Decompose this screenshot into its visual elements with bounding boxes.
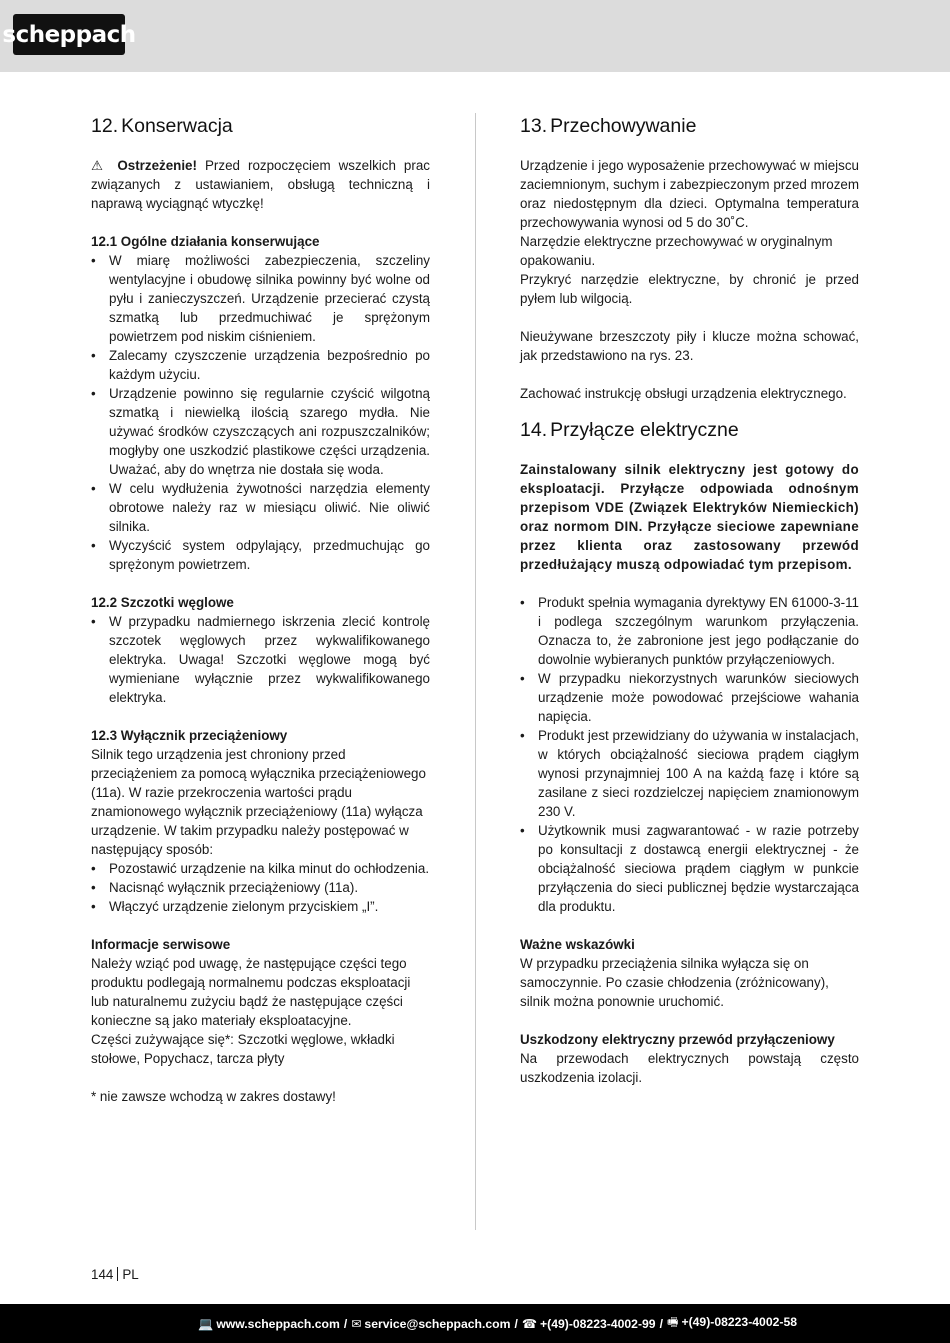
section-14-number: 14.	[520, 419, 548, 441]
service-info-text: Należy wziąć pod uwagę, że następujące części tego produktu podlegają normalnemu podczas eksploatacji lub naturalnemu zużyciu bądź że następujące części konieczne są jako materiały eksploatacyjne.	[91, 956, 411, 1028]
list-item: • Użytkownik musi zagwarantować - w razie potrzeby po konsultacji z dostawcą energii elektrycznej - że obciążalność sieciowa prądem ciągłym w punkcie przyłączenia do sieci publicznej będzie wystarczająca dla produktu.	[520, 821, 859, 916]
footer-separator: /	[514, 1316, 518, 1331]
scheppach-logo: scheppach	[13, 14, 125, 55]
page-language: PL	[122, 1267, 139, 1282]
subsection-12-3-list	[91, 859, 430, 916]
left-column	[91, 113, 430, 1106]
right-column	[520, 113, 859, 1087]
list-item: • W przypadku niekorzystnych warunków sieciowych urządzenie może powodować przejściowe wahania napięcia.	[520, 669, 859, 726]
warning-icon: ⚠	[91, 158, 108, 173]
subsection-12-3-title: 12.3 Wyłącznik przeciążeniowy	[91, 728, 288, 743]
footer-phone[interactable]	[522, 1317, 656, 1331]
connection-notice: Zainstalowany silnik elektryczny jest gotowy do eksploatacji. Przyłącze odpowiada odnośnym przepisom VDE (Związek Elektryków Niemieckich) oraz normom DIN. Przyłącze sieciowe zapewniane przez klienta oraz zastosowany przewód przedłużający muszą odpowiadać tym przepisom.	[520, 462, 859, 572]
list-item: • Produkt jest przewidziany do używania w instalacjach, w których obciążalność sieciowa prądem ciągłym wynosi przynajmniej 100 A na każdą fazę i które są zasilane z sieci rozdzielczej napięciem znamionowym 230 V.	[520, 726, 859, 821]
list-item: • Zalecamy czyszczenie urządzenia bezpośrednio po każdym użyciu.	[91, 346, 430, 384]
section-12-heading	[91, 113, 430, 139]
computer-icon: 💻	[198, 1316, 214, 1331]
list-item: • W przypadku nadmiernego iskrzenia zlecić kontrolę szczotek węglowych przez wykwalifikowanego elektryka. Uwaga! Szczotki węglowe mogą być wymieniane wyłącznie przez wykwalifikowanego elektryka.	[91, 612, 430, 707]
subsection-12-1-list	[91, 251, 430, 574]
storage-paragraph: Narzędzie elektryczne przechowywać w oryginalnym opakowaniu.	[520, 234, 833, 268]
footnote: * nie zawsze wchodzą w zakres dostawy!	[91, 1089, 336, 1104]
list-item: • Pozostawić urządzenie na kilka minut do ochłodzenia.	[91, 859, 430, 878]
footer-website[interactable]	[198, 1317, 340, 1331]
list-item: • Urządzenie powinno się regularnie czyścić wilgotną szmatką i niewielką ilością szarego mydła. Nie używać środków czyszczących ani rozpuszczalników; mogłyby one uszkodzić plastikowe części urządzenia. Uważać, aby do wnętrza nie dostała się woda.	[91, 384, 430, 479]
warning-label: Ostrzeżenie!	[117, 158, 197, 173]
page-number	[91, 1265, 139, 1284]
footer-fax-text: +(49)-08223-4002-58	[681, 1315, 797, 1329]
storage-paragraph: Nieużywane brzeszczoty piły i klucze można schować, jak przedstawiono na rys. 23.	[520, 329, 859, 363]
footer-phone-text: +(49)-08223-4002-99	[540, 1316, 656, 1331]
footer-website-text: www.scheppach.com	[216, 1316, 340, 1331]
subsection-12-2-list	[91, 612, 430, 707]
damaged-cable-text: Na przewodach elektrycznych powstają często uszkodzenia izolacji.	[520, 1051, 859, 1085]
section-14-heading	[520, 417, 859, 443]
warning-text: Przed rozpoczęciem wszelkich prac związanych z ustawianiem, obsługą techniczną i naprawą wyciągnąć wtyczkę!	[91, 158, 430, 211]
list-item: • Wyczyścić system odpylający, przedmuchując go sprężonym powietrzem.	[91, 536, 430, 574]
footer-separator: /	[659, 1316, 663, 1331]
footer-fax	[667, 1313, 797, 1334]
header-band	[0, 0, 950, 72]
footer-band	[0, 1304, 950, 1343]
footer-separator: /	[343, 1316, 348, 1331]
section-12-title: Konserwacja	[121, 115, 233, 137]
damaged-cable-title: Uszkodzony elektryczny przewód przyłączeniowy	[520, 1032, 835, 1047]
service-info-title: Informacje serwisowe	[91, 937, 231, 952]
subsection-12-1-title: 12.1 Ogólne działania konserwujące	[91, 234, 320, 249]
column-divider	[475, 113, 476, 1230]
footer-email-text: service@scheppach.com	[364, 1316, 511, 1331]
list-item: • W celu wydłużenia żywotności narzędzia elementy obrotowe należy raz w miesiącu oliwić. Nie oliwić silnika.	[91, 479, 430, 536]
wear-parts-text: Części zużywające się*: Szczotki węglowe, wkładki stołowe, Popychacz, tarcza płyty	[91, 1032, 395, 1066]
page-number-separator	[117, 1267, 118, 1281]
warning-paragraph	[91, 156, 430, 213]
important-tips-title: Ważne wskazówki	[520, 937, 635, 952]
phone-icon: ☎	[521, 1316, 538, 1331]
list-item: • W miarę możliwości zabezpieczenia, szczeliny wentylacyjne i obudowę silnika powinny być wolne od pyłu i zanieczyszczeń. Urządzenie przecierać czystą szmatką lub przedmuchiwać je sprężonym powietrzem pod niskim ciśnieniem.	[91, 251, 430, 346]
storage-paragraph: Przykryć narzędzie elektryczne, by chronić je przed pyłem lub wilgocią.	[520, 272, 859, 306]
footer-email[interactable]	[351, 1317, 510, 1331]
subsection-12-3-text: Silnik tego urządzenia jest chroniony przed przeciążeniem za pomocą wyłącznika przeciążeniowego (11a). W razie przekroczenia wartości prądu znamionowego wyłącznik przeciążeniowy (11a) wyłącza urządzenie. W takim przypadku należy postępować w następujący sposób:	[91, 747, 426, 857]
section-13-title: Przechowywanie	[550, 115, 697, 137]
list-item: • Nacisnąć wyłącznik przeciążeniowy (11a).	[91, 878, 430, 897]
mail-icon: ✉	[351, 1316, 362, 1331]
important-tips-text: W przypadku przeciążenia silnika wyłącza się on samoczynnie. Po czasie chłodzenia (zróżnicowany), silnik można ponownie uruchomić.	[520, 956, 829, 1009]
fax-icon: 🖷	[666, 1315, 679, 1329]
list-item: • Produkt spełnia wymagania dyrektywy EN 61000-3-11 i podlega szczególnym warunkom przyłączenia. Oznacza to, że zabronione jest jego podłączanie do dowolnie wybieranych punktów przyłączeniowych.	[520, 593, 859, 669]
subsection-12-2-title: 12.2 Szczotki węglowe	[91, 595, 234, 610]
page-number-value: 144	[91, 1267, 114, 1282]
connection-list	[520, 593, 859, 916]
section-12-number: 12.	[91, 115, 119, 137]
section-14-title: Przyłącze elektryczne	[550, 419, 739, 441]
storage-paragraph: Zachować instrukcję obsługi urządzenia elektrycznego.	[520, 386, 847, 401]
section-13-heading	[520, 113, 859, 139]
storage-paragraph: Urządzenie i jego wyposażenie przechowywać w miejscu zaciemnionym, suchym i zabezpieczonym przed mrozem oraz niedostępnym dla dzieci. Optymalna temperatura przechowywania wynosi od 5 do 30˚C.	[520, 158, 859, 230]
list-item: • Włączyć urządzenie zielonym przyciskiem „I”.	[91, 897, 430, 916]
section-13-number: 13.	[520, 115, 548, 137]
